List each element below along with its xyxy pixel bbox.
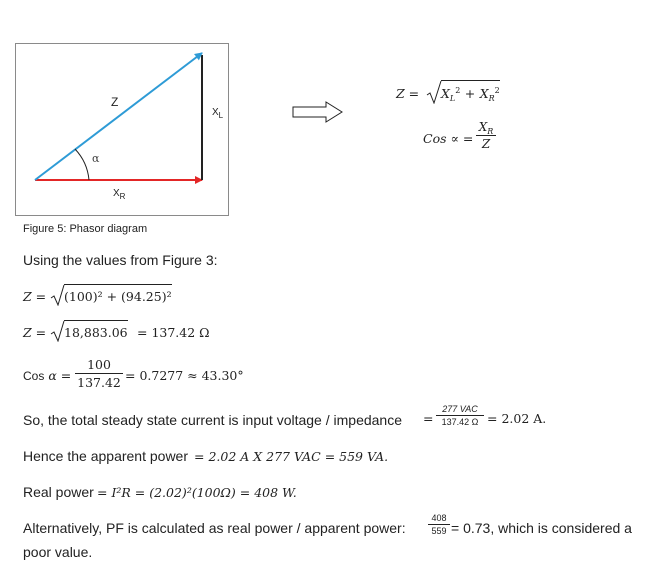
- horiz-label: $X_R$: [113, 188, 126, 201]
- equation-z-result: Z = 18,883.06 = 137.42 Ω: [23, 320, 243, 344]
- real-power-line: Real power = I²R = (2.02)²(100Ω) = 408 W.: [23, 484, 297, 500]
- right-arrow-icon: [292, 101, 344, 123]
- apparent-power-line: Hence the apparent power = 2.02 A X 277 VAC = 559 VA.: [23, 448, 389, 464]
- hypotenuse-vector: [35, 53, 202, 180]
- angle-label: α: [92, 152, 100, 165]
- equation-cos-alpha: Cos α = 100 137.42 = 0.7277 ≈ 43.30°: [23, 357, 244, 390]
- impedance-formula: Z = $XL^2 + XR^2$: [396, 80, 526, 106]
- phasor-diagram: [15, 43, 229, 216]
- current-line: So, the total steady state current is input voltage / impedance = 277 VAC 137.42 Ω = 2.02 A.: [23, 404, 547, 428]
- angle-arc: [75, 149, 89, 180]
- equation-z-values: Z = (100)² + (94.25)²: [23, 284, 223, 308]
- intro-text: Using the values from Figure 3:: [23, 252, 218, 268]
- power-factor-line: Alternatively, PF is calculated as real power / apparent power: 408 559 = 0.73, which is considered a poor value.: [23, 513, 632, 560]
- hyp-label: Z: [111, 95, 119, 109]
- vert-label: $X_L$: [212, 107, 224, 120]
- figure-caption: Figure 5: Phasor diagram: [23, 223, 148, 235]
- cos-formula: Cos ∝ = $X_R$ Z: [423, 120, 523, 156]
